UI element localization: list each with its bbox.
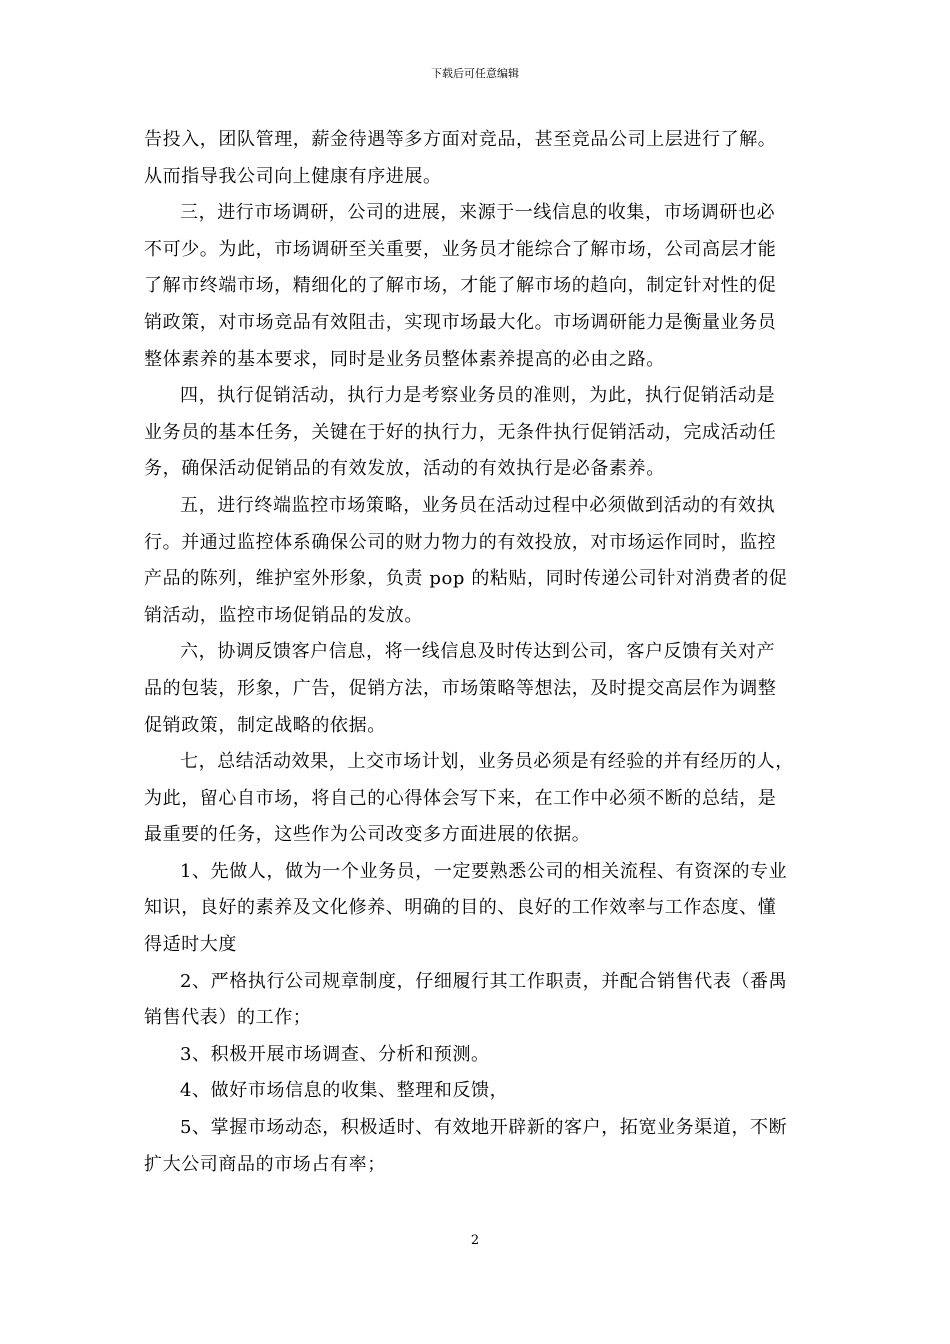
text-line: 1、先做人，做为一个业务员，一定要熟悉公司的相关流程、有资深的专业 (180, 860, 788, 882)
text-line: 3、积极开展市场调查、分析和预测。 (180, 1043, 490, 1065)
paragraph-11 (144, 1110, 806, 1183)
text-line: 五，进行终端监控市场策略，业务员在活动过程中必须做到活动的有效执 (180, 494, 776, 516)
text-line: 产品的陈列，维护室外形象，负责 pop 的粘贴，同时传递公司针对消费者的促 (144, 568, 788, 590)
text-line: 5、掌握市场动态，积极适时、有效地开辟新的客户，拓宽业务渠道，不断 (180, 1117, 788, 1139)
text-line: 销政策，对市场竞品有效阻击，实现市场最大化。市场调研能力是衡量业务员 (144, 311, 777, 333)
text-line: 得适时大度 (144, 934, 237, 956)
text-line: 为此，留心自市场，将自己的心得体会写下来，在工作中必须不断的总结，是 (144, 787, 777, 809)
text-line: 了解市终端市场，精细化的了解市场，才能了解市场的趋向，制定针对性的促 (144, 275, 777, 297)
paragraph-1 (144, 122, 806, 195)
text-line: 知识，良好的素养及文化修养、明确的目的、良好的工作效率与工作态度、懂 (144, 897, 777, 919)
text-line: 销活动，监控市场促销品的发放。 (144, 604, 423, 626)
text-line: 从而指导我公司向上健康有序进展。 (144, 165, 442, 187)
text-line: 告投入，团队管理，薪金待遇等多方面对竞品，甚至竞品公司上层进行了解。 (144, 129, 777, 150)
text-line: 2、严格执行公司规章制度，仔细履行其工作职责，并配合销售代表（番禺 (180, 970, 788, 992)
paragraph-8 (144, 964, 806, 1037)
paragraph-2 (144, 195, 806, 378)
text-line: 销售代表）的工作； (144, 1007, 312, 1029)
text-line: 品的包装，形象，广告，促销方法，市场策略等想法，及时提交高层作为调整 (144, 677, 777, 699)
paragraph-4 (144, 488, 806, 634)
text-line: 行。并通过监控体系确保公司的财力物力的有效投放，对市场运作同时，监控 (144, 531, 777, 553)
text-line: 业务员的基本任务，关键在于好的执行力，无条件执行促销活动，完成活动任 (144, 421, 777, 443)
text-line: 促销政策，制定战略的依据。 (144, 714, 386, 736)
paragraph-10 (144, 1073, 806, 1110)
text-line: 七，总结活动效果，上交市场计划，业务员必须是有经验的并有经历的人， (180, 751, 794, 773)
text-line: 四，执行促销活动，执行力是考察业务员的准则，为此，执行促销活动是 (180, 385, 776, 407)
paragraph-9 (144, 1037, 806, 1074)
document-body (144, 122, 806, 1183)
text-line: 整体素养的基本要求，同时是业务员整体素养提高的必由之路。 (144, 348, 665, 370)
page-header: 下载后可任意编辑 (431, 67, 519, 80)
text-line: 不可少。为此，市场调研至关重要，业务员才能综合了解市场，公司高层才能 (144, 238, 777, 260)
text-line: 扩大公司商品的市场占有率； (144, 1153, 386, 1175)
paragraph-7 (144, 854, 806, 964)
text-line: 最重要的任务，这些作为公司改变多方面进展的依据。 (144, 824, 591, 846)
paragraph-5 (144, 634, 806, 744)
paragraph-3 (144, 378, 806, 488)
page-number: 2 (470, 1233, 480, 1248)
text-line: 4、做好市场信息的收集、整理和反馈， (180, 1080, 509, 1102)
text-line: 务，确保活动促销品的有效发放，活动的有效执行是必备素养。 (144, 458, 665, 480)
text-line: 六，协调反馈客户信息，将一线信息及时传达到公司，客户反馈有关对产 (180, 641, 776, 663)
text-line: 三，进行市场调研，公司的进展，来源于一线信息的收集，市场调研也必 (180, 202, 776, 224)
paragraph-6 (144, 744, 806, 854)
